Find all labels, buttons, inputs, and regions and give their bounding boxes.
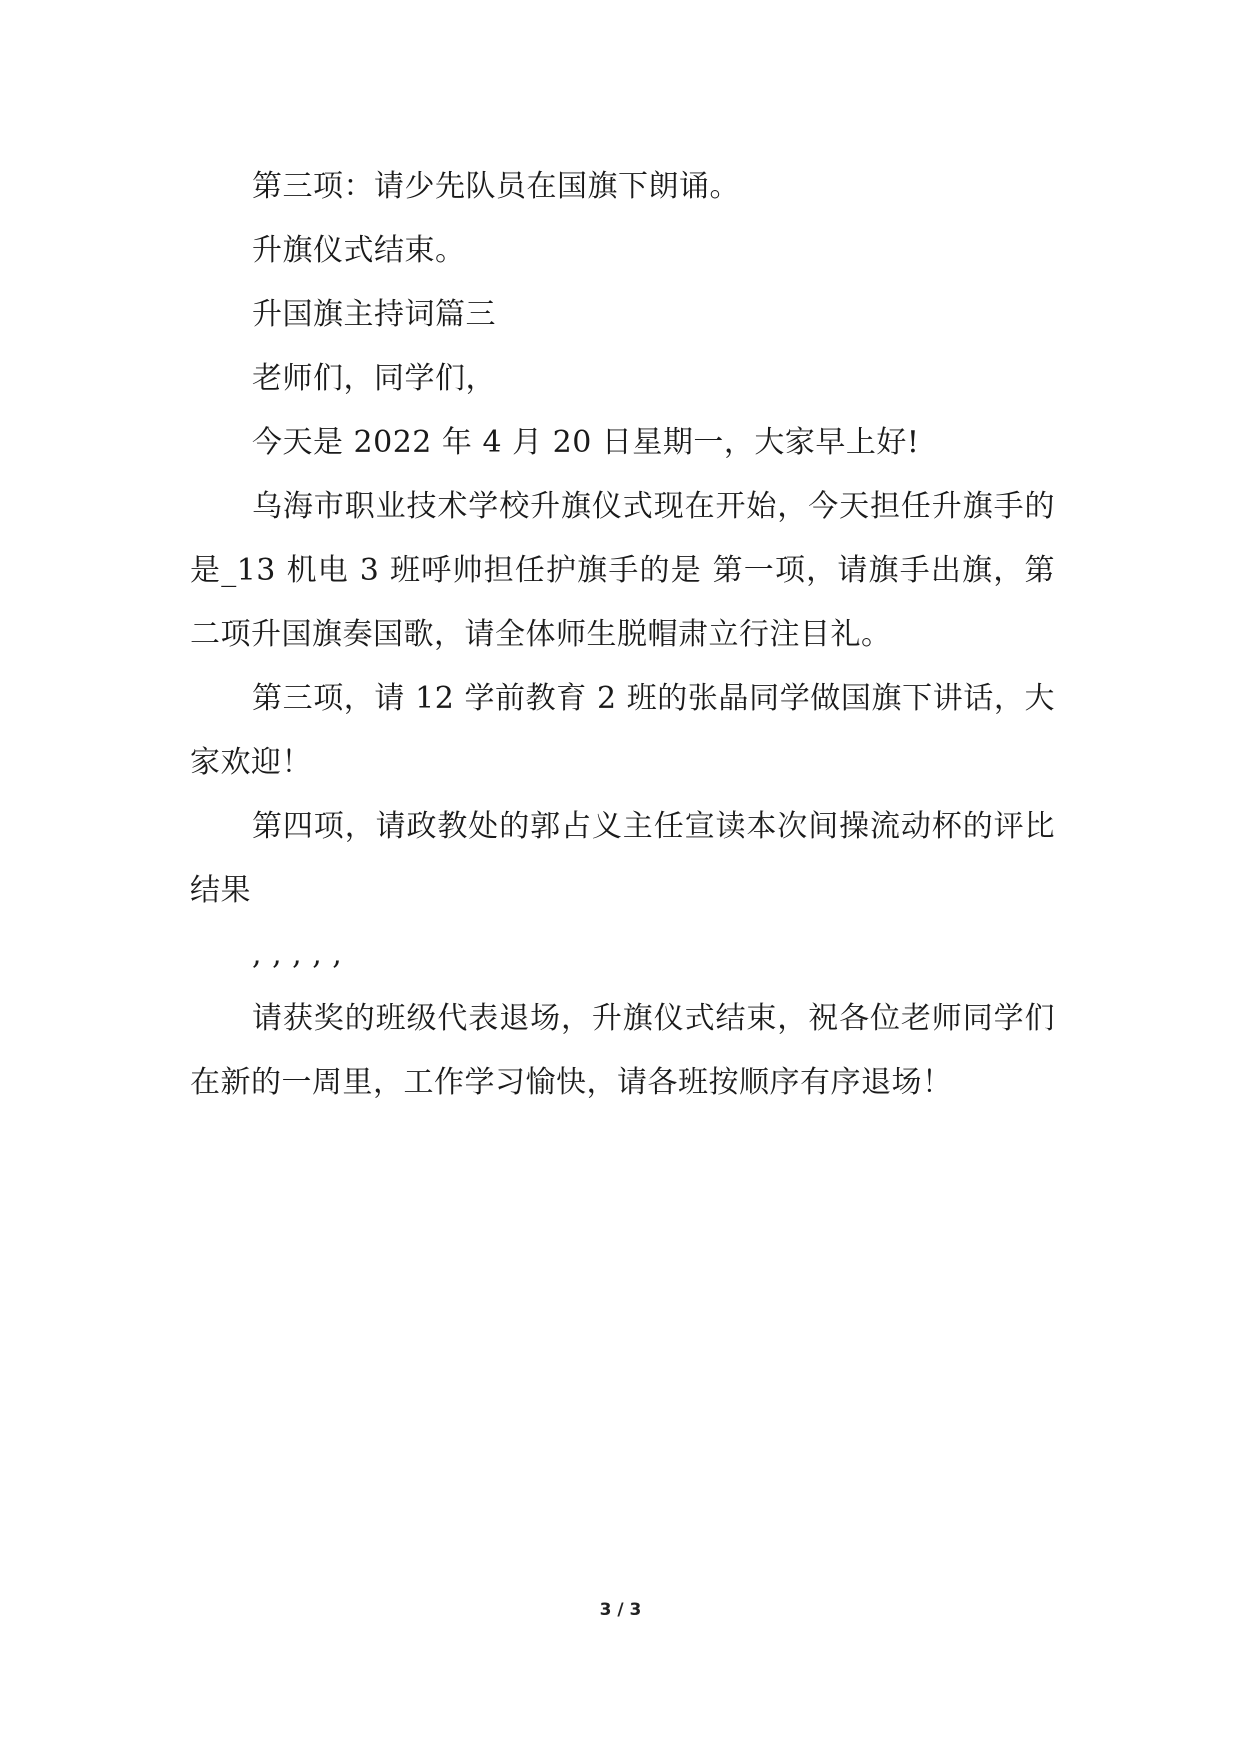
paragraph-greeting: 老师们，同学们， [252,361,496,396]
page-number: 3 / 3 [599,1600,642,1620]
paragraph-results: 第四项，请政教处的郭占义主任宣读本次间操流动杯的评比结果 [190,809,1055,908]
section-heading: 升国旗主持词篇三 [252,297,496,332]
document-body [190,155,1055,1115]
paragraph-ceremony-end: 升旗仪式结束。 [252,233,466,268]
paragraph-item-3: 第三项：请少先队员在国旗下朗诵。 [252,169,740,204]
paragraph-commas: , , , , , [252,937,343,972]
paragraph-speech: 第三项，请 12 学前教育 2 班的张晶同学做国旗下讲话，大家欢迎！ [190,681,1055,780]
paragraph-closing: 请获奖的班级代表退场，升旗仪式结束，祝各位老师同学们在新的一周里，工作学习愉快，请各班按顺序有序退场！ [190,1001,1055,1100]
paragraph-opening: 乌海市职业技术学校升旗仪式现在开始，今天担任升旗手的是_13 机电 3 班呼帅担任护旗手的是 第一项，请旗手出旗，第二项升国旗奏国歌，请全体师生脱帽肃立行注目礼。 [190,489,1055,652]
paragraph-date: 今天是 2022 年 4 月 20 日星期一，大家早上好! [252,425,920,460]
